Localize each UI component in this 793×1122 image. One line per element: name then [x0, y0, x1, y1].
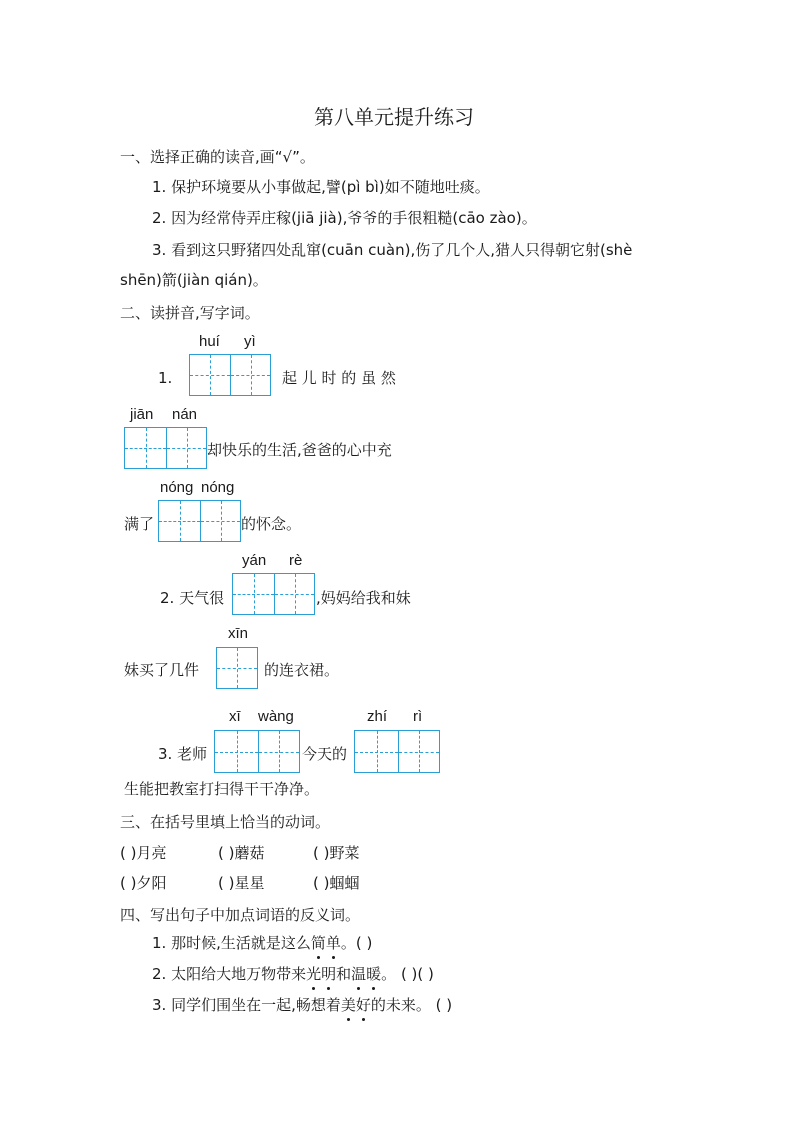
- s2-line-text: 的连衣裙。: [264, 661, 340, 679]
- s4-question-3: 3. 同学们围坐在一起,畅想着美好的未来。 ( ): [152, 996, 453, 1014]
- s4-question-2: 2. 太阳给大地万物带来光明和温暖。 ( )( ): [152, 965, 434, 983]
- s1-question-3-line-1: 3. 看到这只野猪四处乱窜(cuān cuàn),伤了几个人,猎人只得朝它射(shè: [152, 241, 633, 259]
- pinyin-label: huí: [199, 333, 220, 350]
- pinyin-label: yì: [244, 333, 256, 350]
- pinyin-label: nóng: [201, 479, 235, 496]
- pinyin-label: rè: [289, 552, 303, 569]
- s2-line-text: 却快乐的生活,爸爸的心中充: [207, 441, 392, 459]
- pinyin-label: jiān: [130, 406, 154, 423]
- pinyin-label: rì: [413, 708, 423, 725]
- s2-line-text: 妹买了几件: [124, 661, 200, 679]
- section-3-heading: 三、在括号里填上恰当的动词。: [120, 813, 331, 831]
- s1-question-1: 1. 保护环境要从小事做起,譬(pì bì)如不随地吐痰。: [152, 178, 490, 196]
- pinyin-label: zhí: [367, 708, 388, 725]
- answer-blank[interactable]: 。 ( )( ): [381, 965, 434, 983]
- fill-blank-item[interactable]: ( )月亮: [120, 844, 167, 862]
- writing-grid-jiannan[interactable]: [124, 427, 207, 469]
- dotted-char: 温: [351, 965, 367, 983]
- writing-grid-xin[interactable]: [216, 647, 258, 689]
- s2-item-number: 1.: [158, 369, 173, 387]
- fill-blank-item[interactable]: ( )蝈蝈: [313, 874, 360, 892]
- dotted-char: 暖: [366, 965, 382, 983]
- writing-grid-nongnong[interactable]: [158, 500, 241, 542]
- pinyin-label: nán: [172, 406, 198, 423]
- dotted-char: 好: [355, 996, 371, 1014]
- answer-blank[interactable]: 。( ): [340, 934, 373, 952]
- s1-question-3-line-2: shēn)箭(jiàn qián)。: [120, 271, 268, 289]
- fill-blank-item[interactable]: ( )蘑菇: [218, 844, 265, 862]
- pinyin-label: nóng: [160, 479, 194, 496]
- s2-line-text: 起 儿 时 的 虽 然: [282, 369, 396, 387]
- dotted-char: 简: [310, 934, 326, 952]
- writing-grid-xiwang[interactable]: [214, 730, 300, 773]
- section-1-heading: 一、选择正确的读音,画“√”。: [120, 148, 315, 166]
- fill-blank-item[interactable]: ( )夕阳: [120, 874, 167, 892]
- pinyin-label: yán: [242, 552, 267, 569]
- s2-line-text: 的怀念。: [241, 515, 302, 533]
- pinyin-label: xī: [229, 708, 241, 725]
- writing-grid-huiyi[interactable]: [189, 354, 271, 396]
- answer-blank[interactable]: 的未来。 ( ): [370, 996, 453, 1014]
- pinyin-label: wàng: [258, 708, 294, 725]
- section-2-heading: 二、读拼音,写字词。: [120, 304, 260, 322]
- s2-line-text: 2. 天气很: [160, 589, 225, 607]
- dotted-char: 明: [321, 965, 337, 983]
- fill-blank-item[interactable]: ( )野菜: [313, 844, 360, 862]
- dotted-char: 美: [340, 996, 356, 1014]
- s2-line-text: 生能把教室打扫得干干净净。: [124, 780, 320, 798]
- s2-line-text: ,妈妈给我和妹: [316, 589, 411, 607]
- pinyin-label: xīn: [228, 625, 249, 642]
- page-title: 第八单元提升练习: [314, 105, 474, 129]
- writing-grid-zhiri[interactable]: [354, 730, 440, 773]
- s1-question-2: 2. 因为经常侍弄庄稼(jiā jià),爷爷的手很粗糙(cāo zào)。: [152, 209, 537, 227]
- s4-question-1: 1. 那时候,生活就是这么简单。( ): [152, 934, 373, 952]
- writing-grid-yanre[interactable]: [232, 573, 315, 615]
- s2-line-text: 满了: [124, 515, 155, 533]
- dotted-char: 光: [306, 965, 322, 983]
- dotted-char: 单: [325, 934, 341, 952]
- s2-line-text: 3. 老师: [158, 745, 208, 763]
- fill-blank-item[interactable]: ( )星星: [218, 874, 265, 892]
- s2-line-text: 今天的: [302, 745, 348, 763]
- section-4-heading: 四、写出句子中加点词语的反义词。: [120, 906, 361, 924]
